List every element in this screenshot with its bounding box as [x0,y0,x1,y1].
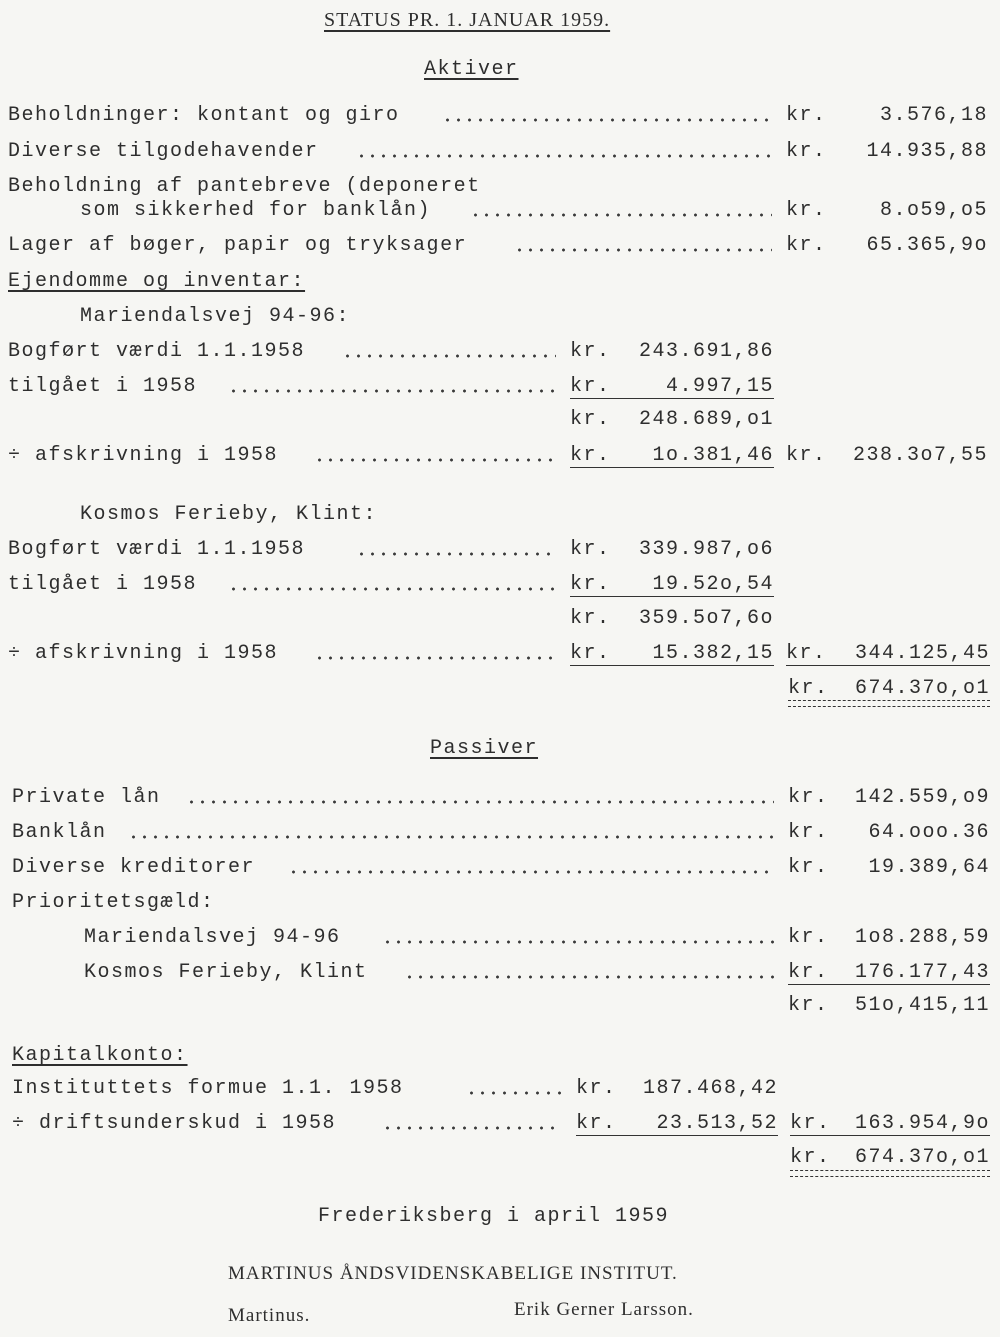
row-label: Diverse tilgodehavender [8,140,319,163]
signature-left: Martinus. [228,1305,311,1326]
amount: 243.691,86 [638,340,774,363]
row-label: Diverse kreditorer [12,856,256,879]
leader-dots [288,870,774,874]
currency-label: kr. [786,199,827,222]
asset-row [0,375,1000,399]
amount: 142.559,o9 [854,786,990,809]
row-label: Banklån [12,821,107,844]
aktiver-row [0,199,1000,223]
kapital-row [0,1112,1000,1136]
currency-label: kr. [786,140,827,163]
currency-label: kr. [790,1146,831,1169]
passiver-grand-total-row [0,1146,1000,1170]
leader-dots [404,975,774,979]
leader-dots [228,587,556,591]
row-label: tilgået i 1958 [8,573,198,596]
passiver-row [0,856,1000,880]
amount: 248.689,o1 [638,408,774,431]
document-title: STATUS PR. 1. JANUAR 1959. [324,9,611,31]
amount: 176.177,43 [854,961,990,984]
amount: 1o.381,46 [652,444,774,467]
row-label: tilgået i 1958 [8,375,198,398]
grand-total-amount: 674.37o,o1 [854,1146,990,1169]
aktiver-row [0,234,1000,258]
row-label: Bogført værdi 1.1.1958 [8,340,306,363]
leader-dots [382,1126,562,1130]
kosmos-heading: Kosmos Ferieby, Klint: [80,503,378,526]
row-label: Lager af bøger, papir og tryksager [8,234,468,257]
place-date: Frederiksberg i april 1959 [318,1205,670,1228]
asset-subtotal-row [0,607,1000,631]
double-underline [788,700,990,707]
row-label: Kosmos Ferieby, Klint [84,961,368,984]
institute-name: MARTINUS ÅNDSVIDENSKABELIGE INSTITUT. [228,1263,678,1284]
amount: 19.52o,54 [652,573,774,596]
currency-label: kr. [788,961,990,985]
leader-dots [382,940,774,944]
currency-label: kr. [788,994,829,1017]
row-label: Beholdning af pantebreve (deponeret [8,175,481,198]
prioritet-heading: Prioritetsgæld: [12,891,215,914]
passiver-heading: Passiver [430,737,539,760]
amount: 187.468,42 [642,1077,778,1100]
row-label: ÷ driftsunderskud i 1958 [12,1112,337,1135]
row-label: Bogført værdi 1.1.1958 [8,538,306,561]
double-underline [790,1170,990,1177]
amount: 1o8.288,59 [854,926,990,949]
currency-label: kr. [570,340,611,363]
row-label: Beholdninger: kontant og giro [8,104,400,127]
currency-label: kr. [570,408,611,431]
currency-label: kr. [786,234,827,257]
amount: 8.o59,o5 [879,199,988,222]
passiver-row [0,961,1000,985]
amount: 19.389,64 [868,856,990,879]
amount: 359.5o7,6o [638,607,774,630]
amount: 4.997,15 [665,375,774,398]
leader-dots [228,389,556,393]
kapital-heading: Kapitalkonto: [12,1044,188,1067]
currency-label: kr. [786,104,827,127]
currency-label: kr. [570,538,611,561]
currency-label: kr. [788,856,829,879]
leader-dots [186,800,774,804]
row-label: ÷ afskrivning i 1958 [8,444,279,467]
asset-row [0,642,1000,666]
row-label: Private lån [12,786,161,809]
currency-label: kr. [788,677,829,700]
passiver-row [0,821,1000,845]
leader-dots [314,656,556,660]
currency-label: kr. [788,926,829,949]
leader-dots [356,154,772,158]
currency-label: kr. [570,444,774,468]
mariendalsvej-heading: Mariendalsvej 94-96: [80,305,351,328]
total-amount: 163.954,9o [854,1112,990,1135]
leader-dots [314,458,556,462]
amount: 23.513,52 [656,1112,778,1135]
currency-label: kr. [790,1112,990,1136]
currency-label: kr. [576,1112,778,1136]
passiver-row [0,786,1000,810]
aktiver-grand-total-row [0,677,1000,701]
currency-label: kr. [788,786,829,809]
signature-right: Erik Gerner Larsson. [514,1299,694,1320]
amount: 64.ooo.36 [868,821,990,844]
leader-dots [466,1091,562,1095]
kapital-row [0,1077,1000,1101]
ejendomme-heading: Ejendomme og inventar: [8,270,306,293]
amount: 51o,415,11 [854,994,990,1017]
currency-label: kr. [788,821,829,844]
currency-label: kr. [570,607,611,630]
asset-row [0,444,1000,468]
leader-dots [442,118,772,122]
aktiver-heading: Aktiver [424,58,519,81]
currency-label: kr. [576,1077,617,1100]
asset-row [0,573,1000,597]
currency-label: kr. [786,444,827,467]
amount: 65.365,9o [866,234,988,257]
asset-row [0,538,1000,562]
asset-subtotal-row [0,408,1000,432]
currency-label: kr. [570,375,774,399]
total-amount: 344.125,45 [854,642,990,665]
currency-label: kr. [570,573,774,597]
amount: 15.382,15 [652,642,774,665]
passiver-row [0,926,1000,950]
leader-dots [470,213,772,217]
leader-dots [128,835,774,839]
grand-total-amount: 674.37o,o1 [854,677,990,700]
row-label: som sikkerhed for banklån) [80,199,432,222]
amount: 339.987,o6 [638,538,774,561]
passiver-subtotal-row [0,994,1000,1018]
total-amount: 238.3o7,55 [852,444,988,467]
currency-label: kr. [786,642,990,666]
asset-row [0,340,1000,364]
row-label: ÷ afskrivning i 1958 [8,642,279,665]
leader-dots [514,248,772,252]
currency-label: kr. [570,642,774,666]
amount: 14.935,88 [866,140,988,163]
leader-dots [342,354,556,358]
aktiver-row [0,140,1000,164]
amount: 3.576,18 [879,104,988,127]
aktiver-row [0,104,1000,128]
row-label: Mariendalsvej 94-96 [84,926,341,949]
row-label: Instituttets formue 1.1. 1958 [12,1077,404,1100]
leader-dots [356,552,556,556]
